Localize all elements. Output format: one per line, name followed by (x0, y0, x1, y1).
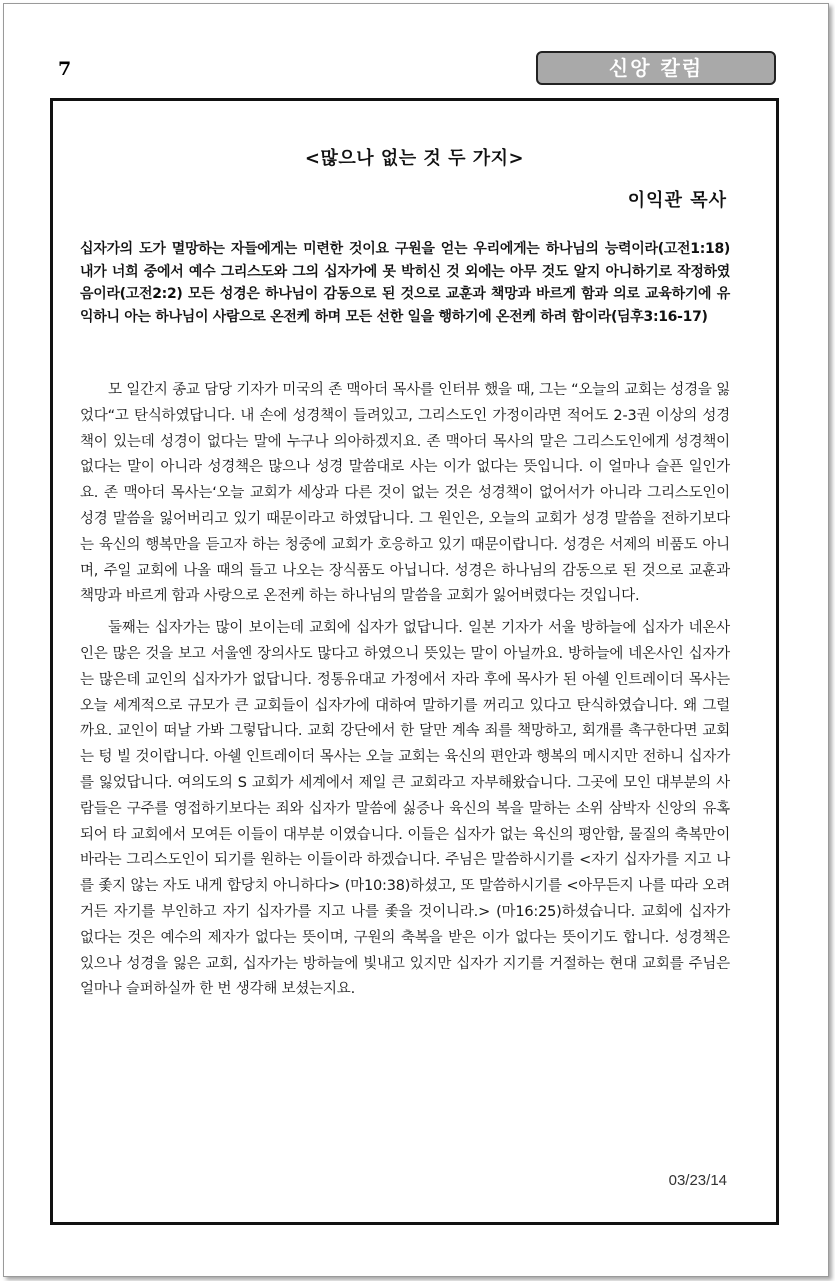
article-date: 03/23/14 (668, 1172, 727, 1189)
article-author: 이익관 목사 (627, 190, 727, 211)
section-label-tab: 신앙 칼럼 (536, 51, 776, 85)
body-paragraph-2: 둘째는 십자가는 많이 보이는데 교회에 십자가 없답니다. 일본 기자가 서울 방하늘에 십자가 네온사인은 많은 것을 보고 서울엔 장의사도 많다고 하였으니 뜻있는 말이 아닐까요. 방하늘에 네온사인 십자가는 많은데 교인의 십자가가 없답니다. 정통유대교 가정에서 자라 후에 목사가 된 아쉘 인트레이더 목사는 오늘 세계적으로 규모가 큰 교회들이 십자가에 대하여 말하기를 꺼리고 있다고 탄식하였습니다. 왜 그럴까요. 교인이 떠날 가봐 그렇답니다. 교회 강단에서 한 달만 계속 죄를 책망하고, 회개를 촉구한다면 교회는 텅 빌 것이랍니다. 아쉘 인트레이더 목사는 오늘 교회는 육신의 편안과 행복의 메시지만 전하니 십자가를 잃었답니다. 여의도의 S 교회가 세계에서 제일 큰 교회라고 자부해왔습니다. 그곳에 모인 대부분의 사람들은 구주를 영접하기보다는 죄와 십자가 말씀에 싫증나 육신의 복을 말하는 소위 삼박자 신앙의 유혹되어 타 교회에서 모여든 이들이 대부분 이였습니다. 이들은 십자가 없는 육신의 평안함, 물질의 축복만이 바라는 그리스도인이 되기를 원하는 이들이라 하겠습니다. 주님은 말씀하시기를 <자기 십자가를 지고 나를 좇지 않는 자도 내게 합당치 아니하다> (마10:38)하셨고, 또 말씀하시기를 <아무든지 나를 따라 오려거든 자기를 부인하고 자기 십자가를 지고 나를 좇을 것이니라.> (마16:25)하셨습니다. 교회에 십자가 없다는 것은 예수의 제자가 없다는 뜻이며, 구원의 축복을 받은 이가 없다는 뜻이기도 합니다. 성경책은 있으나 성경을 잃은 교회, 십자가는 방하늘에 빛내고 있지만 십자가 지기를 거절하는 현대 교회를 주님은 얼마나 슬퍼하실까 한 번 생각해 보셨는지요. (80, 620, 730, 998)
page-number: 7 (58, 58, 72, 80)
article-title: <많으나 없는 것 두 가지> (304, 148, 525, 169)
article-body (80, 378, 730, 1009)
scripture-quote: 십자가의 도가 멸망하는 자들에게는 미련한 것이요 구원을 얻는 우리에게는 하나님의 능력이라(고전1:18) 내가 너희 중에서 예수 그리스도와 그의 십자가에 못 박히신 것 외에는 아무 것도 알지 아니하기로 작정하였음이라(고전2:2) 모든 성경은 하나님이 감동으로 된 것으로 교훈과 책망과 바르게 함과 의로 교육하기에 유익하니 아는 하나님이 사람으로 온전케 하며 모든 선한 일을 행하기에 온전케 하려 함이라(딤후3:16-17) (80, 241, 730, 325)
body-paragraph-1: 모 일간지 종교 담당 기자가 미국의 존 맥아더 목사를 인터뷰 했을 때, 그는 “오늘의 교회는 성경을 잃었다“고 탄식하였답니다. 내 손에 성경책이 들려있고, 그리스도인 가정이라면 적어도 2-3권 이상의 성경책이 있는데 성경이 없다는 말에 누구나 의아하겠지요. 존 맥아더 목사의 말은 그리스도인에게 성경책이 없다는 말이 아니라 성경책은 많으나 성경 말씀대로 사는 이가 없다는 뜻입니다. 이 얼마나 슬픈 일인가요. 존 맥아더 목사는‘오늘 교회가 세상과 다른 것이 없는 것은 성경책이 없어서가 아니라 그리스도인이 성경 말씀을 잃어버리고 있기 때문이라고 하였답니다. 그 원인은, 오늘의 교회가 성경 말씀을 전하기보다는 육신의 행복만을 듣고자 하는 청중에 교회가 호응하고 있기 때문이랍니다. 성경은 서제의 비품도 아니며, 주일 교회에 나올 때의 들고 나오는 장식품도 아닙니다. 성경은 하나님의 감동으로 된 것으로 교훈과 책망과 바르게 함과 사랑으로 온전케 하는 하나님의 말씀을 교회가 잃어버렸다는 것입니다. (80, 382, 730, 605)
